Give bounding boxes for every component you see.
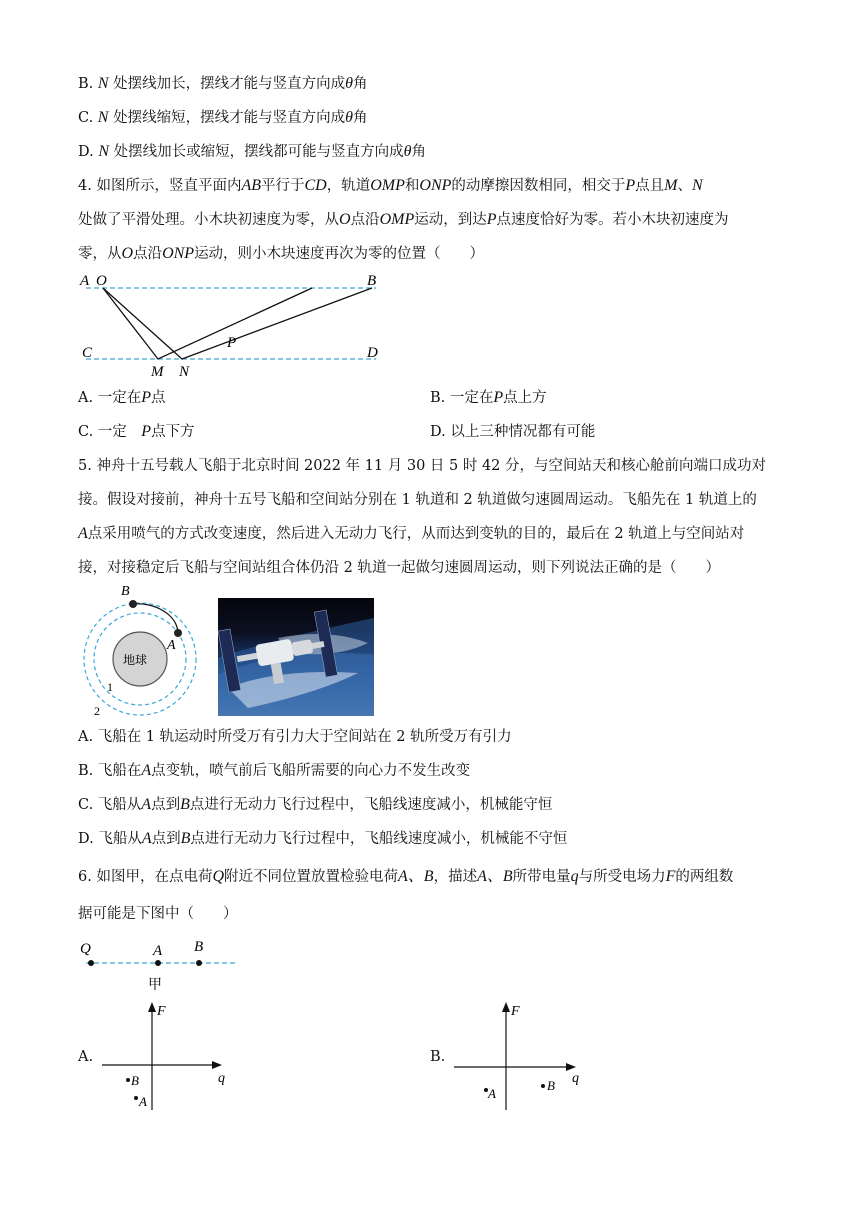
label-q: Q	[80, 941, 91, 957]
caption-jia: 甲	[148, 978, 162, 993]
q5-option-c: C. 飞船从A点到B点进行无动力飞行过程中，飞船线速度减小，机械能守恒	[78, 796, 553, 813]
y-arrow	[148, 1002, 156, 1012]
q4-option-b: B. 一定在P点上方	[430, 389, 547, 406]
point-a	[174, 629, 182, 637]
y-arrow	[502, 1002, 510, 1012]
space-station-image	[218, 598, 374, 716]
label-a: A	[80, 273, 90, 289]
q4-option-a: A. 一定在P点	[78, 389, 166, 406]
label-d: D	[367, 345, 378, 361]
space-station-photo	[218, 598, 374, 716]
q4-track-figure	[76, 268, 396, 380]
q6-graph-b	[450, 1000, 590, 1115]
x-arrow	[566, 1063, 576, 1071]
q4-stem-line3: 零，从O点沿ONP运动，则小木块速度再次为零的位置（ ）	[78, 245, 485, 262]
q5-option-b: B. 飞船在A点变轨，喷气前后飞船所需要的向心力不发生改变	[78, 762, 471, 779]
label-q: q	[218, 1071, 225, 1086]
q5-stem-line1: 5. 神舟十五号载人飞船于北京时间 2022 年 11 月 30 日 5 时 42 分，与空间站天和核心舱前向端口成功对	[78, 458, 767, 474]
label-b: B	[194, 939, 204, 955]
earth-label: 地球	[123, 653, 148, 667]
label-m: M	[151, 364, 164, 380]
track-omp	[103, 288, 312, 359]
label-b: B	[547, 1078, 555, 1093]
charge-q	[88, 960, 94, 966]
q6-stem-line1: 6. 如图甲，在点电荷Q附近不同位置放置检验电荷A、B，描述A、B所带电量q与所受电场力F的两组数	[78, 868, 734, 885]
q4-option-c: C. 一定 P点下方	[78, 423, 195, 440]
q5-stem-line3: A点采用喷气的方式改变速度，然后进入无动力飞行，从而达到变轨的目的，最后在 2 轨道上与空间站对	[78, 525, 745, 542]
label-a: A	[167, 638, 176, 653]
label-a: A	[139, 1094, 147, 1109]
label-n: N	[179, 364, 190, 380]
q4-option-d: D. 以上三种情况都有可能	[430, 424, 596, 440]
label-b: B	[367, 273, 377, 289]
q3-option-c: C. N 处摆线缩短，摆线才能与竖直方向成θ角	[78, 109, 368, 126]
point-b	[126, 1078, 130, 1082]
q5-option-d: D. 飞船从A点到B点进行无动力飞行过程中，飞船线速度减小，机械能不守恒	[78, 830, 568, 847]
q4-stem-line2: 处做了平滑处理。小木块初速度为零，从O点沿OMP运动，到达P点速度恰好为零。若小木块初速度为	[78, 211, 729, 228]
q5-option-a: A. 飞船在 1 轨运动时所受万有引力大于空间站在 2 轨所受万有引力	[78, 729, 512, 745]
graph-a-label: A.	[78, 1049, 94, 1065]
label-o: O	[96, 273, 107, 289]
charge-b	[196, 960, 202, 966]
x-arrow	[212, 1061, 222, 1069]
label-a: A	[153, 943, 163, 959]
label-orbit1: 1	[107, 680, 113, 694]
q5-orbit-figure	[74, 584, 204, 720]
graph-b-label: B.	[430, 1049, 446, 1065]
point-a	[134, 1096, 138, 1100]
q3-option-d: D. N 处摆线加长或缩短，摆线都可能与竖直方向成θ角	[78, 143, 426, 160]
point-b	[541, 1084, 545, 1088]
label-c: C	[82, 345, 93, 361]
q3-option-b: B. N 处摆线加长，摆线才能与竖直方向成θ角	[78, 75, 368, 92]
q5-stem-line4: 接，对接稳定后飞船与空间站组合体仍沿 2 轨道一起做匀速圆周运动，则下列说法正确的是（ ）	[78, 560, 720, 576]
q6-figure-jia	[76, 936, 246, 994]
q6-graph-a	[98, 1000, 238, 1115]
label-orbit2: 2	[94, 704, 100, 718]
label-b: B	[121, 584, 130, 599]
charge-a	[155, 960, 161, 966]
label-b: B	[131, 1073, 139, 1088]
label-f: F	[511, 1004, 520, 1019]
q5-stem-line2: 接。假设对接前，神舟十五号飞船和空间站分别在 1 轨道和 2 轨道做匀速圆周运动。飞船先在 1 轨道上的	[78, 492, 757, 508]
track-onp	[103, 288, 372, 359]
label-q: q	[572, 1071, 579, 1086]
point-b	[129, 600, 137, 608]
label-f: F	[157, 1004, 166, 1019]
q6-stem-line2: 据可能是下图中（ ）	[78, 906, 238, 922]
q4-stem-line1: 4. 如图所示，竖直平面内AB平行于CD，轨道OMP和ONP的动摩擦因数相同，相交于P点且M、N	[78, 177, 703, 194]
transfer-orbit	[133, 604, 178, 633]
label-p: P	[227, 335, 237, 351]
label-a: A	[488, 1086, 496, 1101]
